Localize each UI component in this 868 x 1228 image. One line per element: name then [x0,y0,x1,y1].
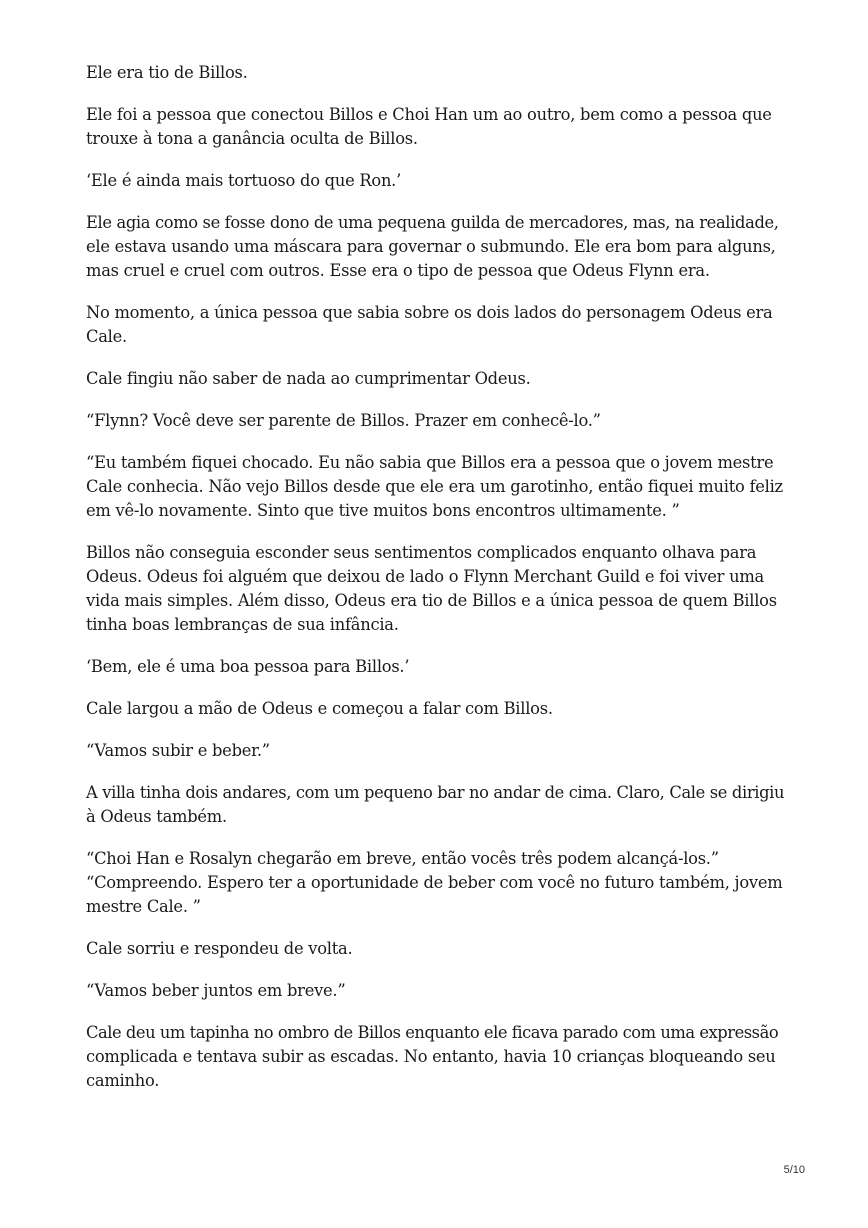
paragraph [86,451,786,523]
text-line: A villa tinha dois andares, com um pequeno bar no andar de cima. Claro, Cale se dirigiu [86,783,785,802]
text-line: Ele agia como se fosse dono de uma pequena guilda de mercadores, mas, na realidade, [86,213,779,232]
text-line: Cale deu um tapinha no ombro de Billos enquanto ele ficava parado com uma expressão [86,1023,779,1042]
text-line: Ele era tio de Billos. [86,63,248,82]
text-line: Billos não conseguia esconder seus sentimentos complicados enquanto olhava para [86,543,757,562]
paragraph [86,847,786,919]
paragraph [86,61,786,85]
text-line: mas cruel e cruel com outros. Esse era o tipo de pessoa que Odeus Flynn era. [86,261,710,280]
text-line: trouxe à tona a ganância oculta de Billos. [86,129,418,148]
text-line: “Compreendo. Espero ter a oportunidade de beber com você no futuro também, jovem [86,873,783,892]
paragraph [86,409,786,433]
paragraph [86,937,786,961]
text-line: ele estava usando uma máscara para governar o submundo. Ele era bom para alguns, [86,237,776,256]
page-number: 5/10 [783,1164,805,1176]
text-line: Cale sorriu e respondeu de volta. [86,939,353,958]
text-line: complicada e tentava subir as escadas. No entanto, havia 10 crianças bloqueando seu [86,1047,776,1066]
text-line: Ele foi a pessoa que conectou Billos e Choi Han um ao outro, bem como a pessoa que [86,105,772,124]
text-line: mestre Cale. ” [86,897,201,916]
text-line: em vê-lo novamente. Sinto que tive muitos bons encontros ultimamente. ” [86,501,680,520]
paragraph [86,1021,786,1093]
text-line: “Flynn? Você deve ser parente de Billos. Prazer em conhecê-lo.” [86,411,601,430]
paragraph [86,211,786,283]
text-line: à Odeus também. [86,807,227,826]
text-line: ‘Ele é ainda mais tortuoso do que Ron.’ [86,171,402,190]
text-line: ‘Bem, ele é uma boa pessoa para Billos.’ [86,657,410,676]
text-line: tinha boas lembranças de sua infância. [86,615,399,634]
text-line: Cale fingiu não saber de nada ao cumprimentar Odeus. [86,369,531,388]
paragraph [86,169,786,193]
paragraph [86,697,786,721]
text-line: “Eu também fiquei chocado. Eu não sabia que Billos era a pessoa que o jovem mestre [86,453,774,472]
document-body [86,61,786,1111]
paragraph [86,739,786,763]
text-line: No momento, a única pessoa que sabia sobre os dois lados do personagem Odeus era [86,303,773,322]
text-line: “Vamos subir e beber.” [86,741,270,760]
paragraph [86,781,786,829]
paragraph [86,301,786,349]
text-line: vida mais simples. Além disso, Odeus era tio de Billos e a única pessoa de quem Billos [86,591,777,610]
paragraph [86,367,786,391]
text-line: Odeus. Odeus foi alguém que deixou de lado o Flynn Merchant Guild e foi viver uma [86,567,765,586]
text-line: “Vamos beber juntos em breve.” [86,981,346,1000]
paragraph [86,541,786,637]
paragraph [86,979,786,1003]
text-line: Cale largou a mão de Odeus e começou a falar com Billos. [86,699,553,718]
paragraph [86,655,786,679]
text-line: Cale. [86,327,127,346]
text-line: Cale conhecia. Não vejo Billos desde que ele era um garotinho, então fiquei muito feliz [86,477,783,496]
paragraph [86,103,786,151]
text-line: “Choi Han e Rosalyn chegarão em breve, então vocês três podem alcançá-los.” [86,849,719,868]
text-line: caminho. [86,1071,160,1090]
